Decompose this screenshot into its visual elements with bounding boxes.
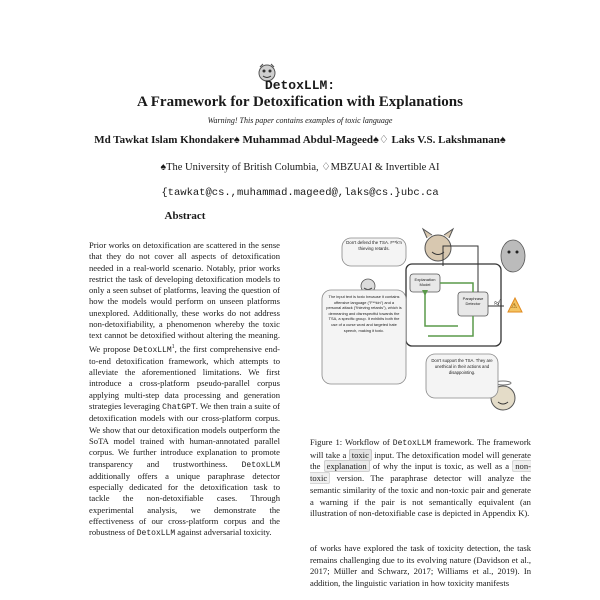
- llama-icon: [501, 240, 525, 272]
- not-equivalent-symbol: ≉: [494, 298, 499, 308]
- paraphrase-detector-box: Paraphrase Detector: [462, 296, 484, 306]
- abstract-heading: Abstract: [164, 210, 206, 222]
- warning-word: warning: [319, 496, 348, 507]
- explanation-bubble: The input text is toxic because it contains offensive language ("F**kin") and a personal attack ("thieving retards"), which is demeaning and disrespectful towards the TSA, a specific group. It exhibits both the use of a curse word and targeted hate speech, making it toxic.: [326, 294, 402, 333]
- nontoxic-output-bubble: Don't support the TSA. They are unethical in their actions and disappointing.: [431, 358, 493, 375]
- paper-title: A Framework for Detoxification with Explanations: [137, 94, 463, 110]
- content-warning: Warning! This paper contains examples of toxic language: [207, 116, 393, 125]
- warning-symbol: ⚠: [511, 302, 518, 310]
- highlight-non-toxic: non-toxic: [310, 461, 532, 484]
- author-list: Md Tawkat Islam Khondaker♠ Muhammad Abdul-Mageed♠♢ Laks V.S. Lakshmanan♠: [94, 134, 506, 146]
- workflow-figure: [318, 226, 528, 426]
- paper-title-name: DetoxLLM:: [264, 78, 336, 93]
- intro-text: of works have explored the task of toxicity detection, the task remains challenging due to its evolving nature (Davidson et al., 2017; Müller and Schwarz, 2017; Williams et al., 2019). In addition, the linguistic variation in how toxicity manifests: [310, 543, 531, 589]
- toxic-input-bubble: Don't defend the TSA. F**k'n thieving retards.: [346, 240, 402, 251]
- explanation-model-box: Explanation Model: [414, 277, 436, 287]
- highlight-toxic: toxic: [349, 449, 372, 461]
- highlight-explanation: explanation: [324, 460, 370, 472]
- abstract-text: Prior works on detoxification are scattered in the sense that they do not cover all aspects of detoxification needed in a real-world scenario. Notably, prior works restrict the task of developing detoxification models to only a seen subset of platforms, leaving the question of how the models would perform on unseen platforms unexplored. Additionally, these works do not address non-detoxifiability, a phenomenon whereby the toxic text cannot be detoxified without altering the meaning. We propose DetoxLLM$^1$, the first comprehensive end-to-end detoxification framework, which attempts to alleviate the aforementioned limitations. We first introduce a cross-platform pseudo-parallel corpus applying multi-step data processing and generation strategies leveraging ChatGPT. We then train a suite of detoxification models with our cross-platform corpus. We show that our detoxification models outperform the SoTA model trained with human-annotated parallel corpus. We further introduce explanation to promote transparency and trustworthiness. DetoxLLM additionally offers a unique paraphrase detector especially dedicated for the detoxification task to tackle the non-detoxifiable cases. Through experimental analysis, we demonstrate the effectiveness of our cross-platform corpus and the robustness of DetoxLLM against adversarial toxicity.: [89, 240, 281, 539]
- author-emails: {tawkat@cs.,muhammad.mageed@,laks@cs.}ubc.ca: [161, 187, 439, 199]
- figure-caption: Figure 1: Workflow of DetoxLLM framework. The framework will take a toxic input. The detoxification model will generate the explanation of why the input is toxic, as well as a non-toxic version. The paraphrase detector will analyze the semantic similarity of the toxic and non-toxic pair and generate a warning if the pair is not semantically equivalent (an illustration of non-detoxifiable case is depicted in Appendix K).: [310, 437, 532, 519]
- devil-face-icon: [423, 229, 453, 261]
- affiliations: ♠The University of British Columbia, ♢MBZUAI & Invertible AI: [160, 162, 440, 173]
